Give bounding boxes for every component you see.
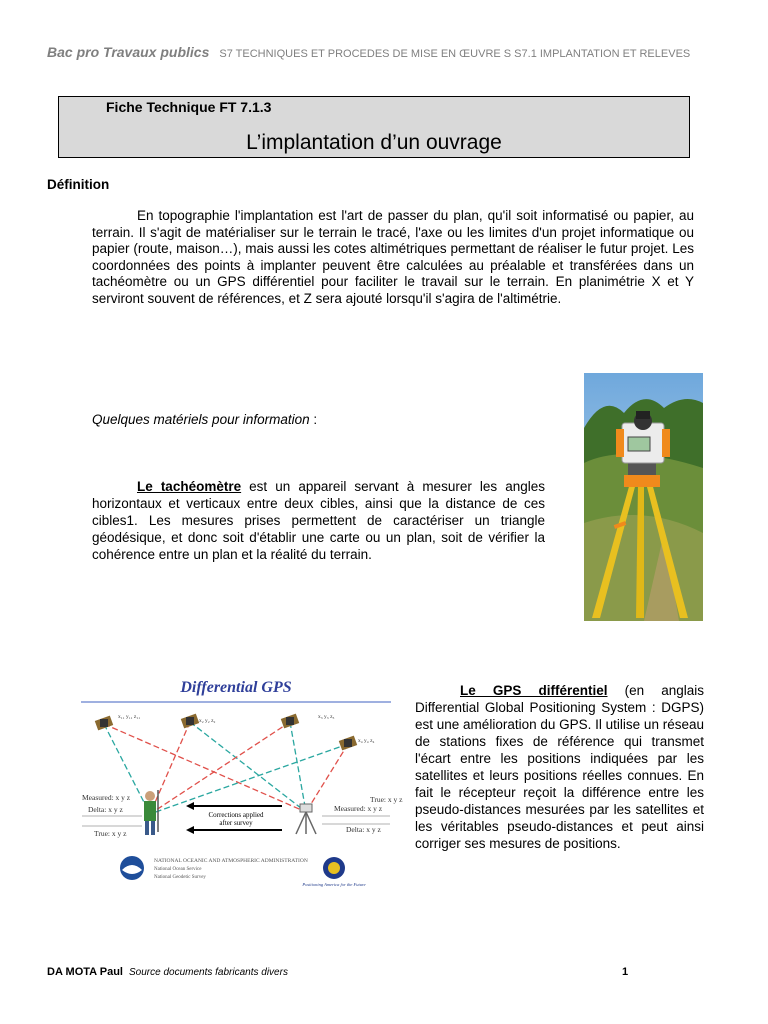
sat4-coords: x₄ y₄ z₄ bbox=[358, 738, 375, 744]
definition-paragraph: En topographie l'implantation est l'art de passer du plan, qu'il soit informatisé ou papier, au terrain. Il s'agit de matérialiser sur le terrain le tracé, l'axe ou les limites d'un projet informatique ou papier (route, maison…), mais aussi les cotes altimétriques permettant de réaliser le futur projet. Les coordonnées des points à implanter peuvent être calculées au préalable et transférées dans un tachéomètre ou un GPS différentiel pour faciliter le travail sur le terrain. En planimétrie X et Y serviront souvent de références, et Z sera ajouté lorsqu'il s'agira de l'altimétrie. bbox=[92, 208, 694, 306]
right-true: True: x y z bbox=[370, 795, 403, 804]
page-header bbox=[47, 44, 727, 62]
after-survey-label: after survey bbox=[219, 819, 253, 827]
ngs-motto: Positioning America for the Future bbox=[302, 882, 366, 887]
sat3-coords: x₃ y₃ z₃ bbox=[318, 714, 335, 720]
sat1-coords: x₁₁ y₁₁ z₁₁ bbox=[118, 714, 141, 720]
definition-heading: Définition bbox=[47, 177, 110, 192]
course-name: Bac pro Travaux publics bbox=[47, 44, 210, 60]
left-measured: Measured: x y z bbox=[82, 793, 131, 802]
satellite-icon bbox=[281, 714, 299, 729]
corrections-label: Corrections applied bbox=[208, 811, 264, 819]
surveyor-icon bbox=[144, 790, 158, 835]
materials-intro-text: Quelques matériels pour information bbox=[92, 412, 310, 427]
footer-author: DA MOTA Paul bbox=[47, 966, 123, 978]
dgps-title: Differential GPS bbox=[180, 679, 292, 696]
left-true: True: x y z bbox=[94, 829, 127, 838]
gps-paragraph bbox=[415, 682, 704, 852]
noaa-logo bbox=[120, 856, 144, 880]
ngs-text: National Geodetic Survey bbox=[154, 875, 206, 880]
noaa-text: NATIONAL OCEANIC AND ATMOSPHERIC ADMINISTRATION bbox=[154, 858, 308, 864]
nos-text: National Ocean Service bbox=[154, 867, 202, 872]
corrections-arrows bbox=[186, 802, 282, 834]
footer-source: Source documents fabricants divers bbox=[128, 967, 288, 978]
gps-text: (en anglais Differential Global Positioning System : DGPS) est une amélioration du GPS. Il utilise un réseau de stations fixes de référence qui transmet l'écart entre les positions indiquées par les satellites et leurs positions réelles connues. En fait le récepteur reçoit la différence entre les pseudo-distances mesurées par les satellites et les véritables pseudo-distances et peut ainsi corriger ses mesures de positions. bbox=[415, 683, 705, 851]
tacheometre-paragraph bbox=[92, 478, 545, 563]
title-box bbox=[58, 96, 690, 158]
total-station-photo bbox=[584, 373, 703, 621]
materials-intro bbox=[92, 412, 317, 427]
page-number: 1 bbox=[622, 966, 629, 978]
right-delta: Delta: x y z bbox=[346, 825, 381, 834]
ngs-seal-logo bbox=[323, 857, 345, 879]
satellite-icon bbox=[339, 736, 357, 751]
left-delta: Delta: x y z bbox=[88, 805, 123, 814]
tacheometre-text: est un appareil servant à mesurer les angles horizontaux et verticaux entre deux cibles, ainsi que la distance de ces cibles1. Les mesures prises permettent de caractériser un triangle géodésique, et donc soit d'établir une carte ou un plan, soit de vérifier la cohérence entre un plan et la réalité du terrain. bbox=[92, 479, 545, 562]
module-name: S7 TECHNIQUES ET PROCEDES DE MISE EN ŒUVRE S S7.1 IMPLANTATION ET RELEVES bbox=[219, 48, 691, 60]
page-footer bbox=[47, 966, 288, 978]
differential-gps-diagram bbox=[78, 672, 403, 892]
fiche-number: Fiche Technique FT 7.1.3 bbox=[106, 99, 272, 115]
gps-term: Le GPS différentiel bbox=[460, 683, 608, 698]
page-title: L’implantation d’un ouvrage bbox=[246, 131, 502, 154]
sat2-coords: x₂ y₂ z₂ bbox=[199, 718, 216, 724]
right-measured: Measured: x y z bbox=[334, 804, 383, 813]
tacheometre-term: Le tachéomètre bbox=[137, 479, 242, 494]
materials-intro-colon: : bbox=[309, 412, 318, 427]
satellite-icon bbox=[181, 714, 199, 729]
satellite-icon bbox=[95, 716, 113, 731]
